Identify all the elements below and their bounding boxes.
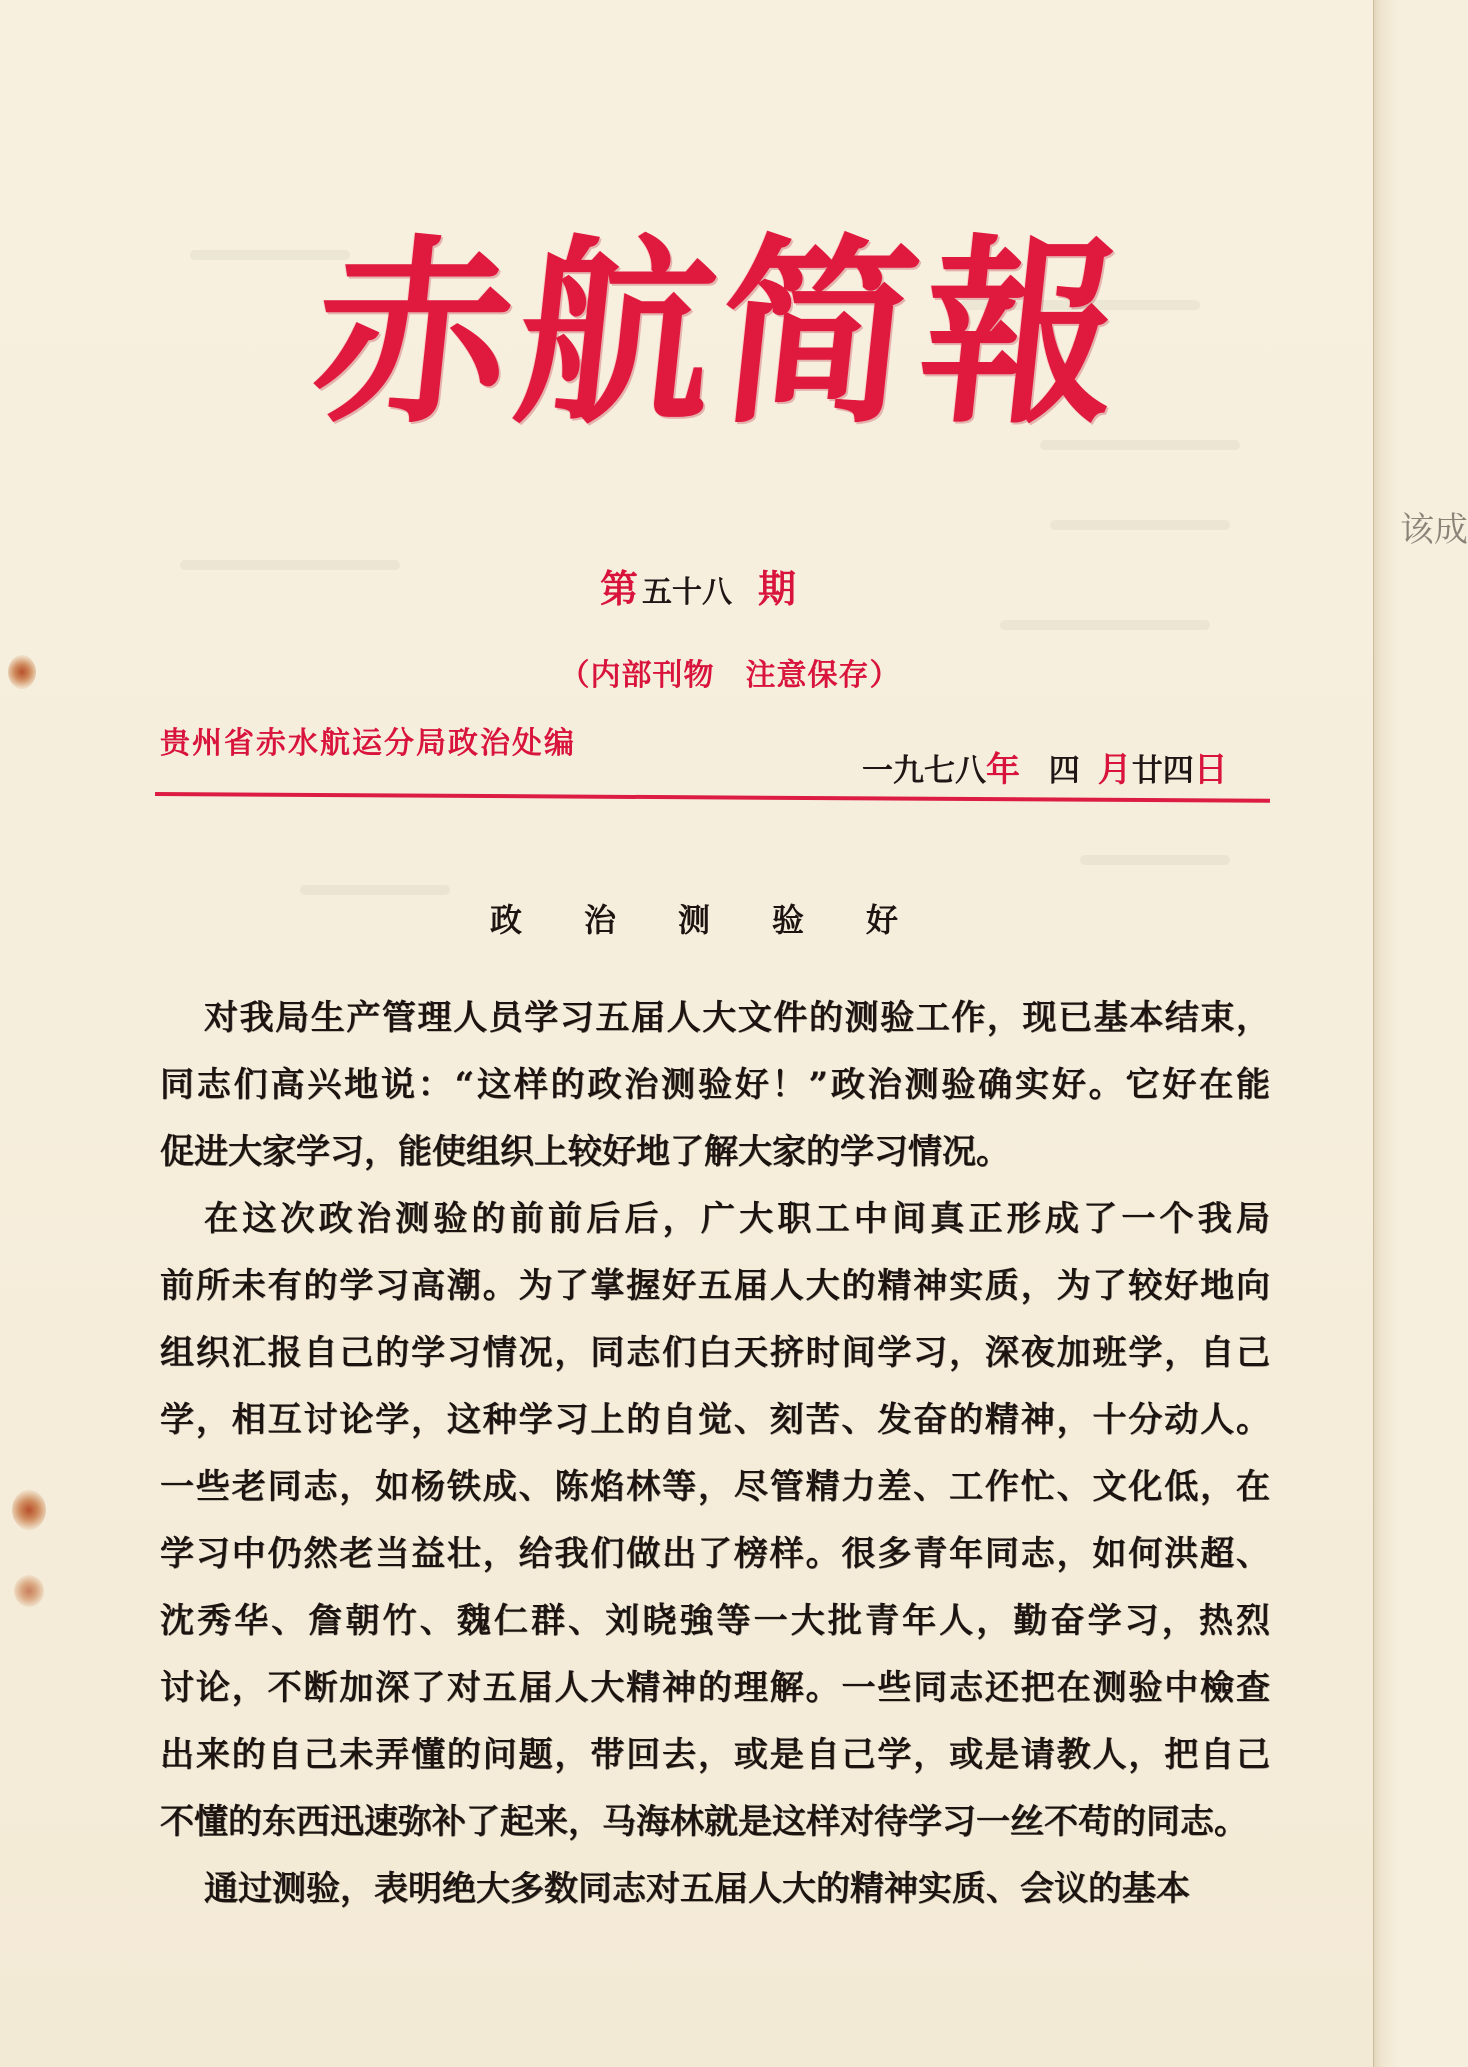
article-paragraph	[160, 985, 1270, 1186]
date-year: 一九七八	[862, 753, 986, 789]
issue-number: 五十八	[642, 575, 733, 610]
article-line: 学习中仍然老当益壮，给我们做出了榜样。很多青年同志，如何洪超、	[160, 1534, 1270, 1574]
issue-prefix: 第	[600, 567, 639, 611]
article-line: 同志们高兴地说：“这样的政治测验好！”政治测验确实好。它好在能	[160, 1065, 1270, 1105]
bleed-through-mark	[1000, 620, 1210, 630]
bleed-through-mark	[300, 885, 450, 895]
article-line: 对我局生产管理人员学习五届人大文件的测验工作，现已基本结束，	[204, 998, 1270, 1038]
publisher: 贵州省赤水航运分局政治处编	[160, 726, 576, 761]
article-line: 沈秀华、詹朝竹、魏仁群、刘晓強等一大批青年人，勤奋学习，热烈	[160, 1601, 1270, 1641]
bleed-through-mark	[180, 560, 400, 570]
article-line: 一些老同志，如杨铁成、陈焰林等，尽管精力差、工作忙、文化低，在	[160, 1467, 1270, 1507]
article-line: 促进大家学习，能使组织上较好地了解大家的学习情况。	[160, 1132, 1010, 1172]
bleed-through-mark	[1080, 855, 1230, 865]
date-year-unit: 年	[986, 750, 1020, 790]
page-edge	[1373, 0, 1398, 2067]
adjacent-page-text: 该成	[1400, 510, 1468, 550]
rust-stain	[14, 1575, 44, 1607]
issue-suffix: 期	[758, 567, 797, 611]
article-paragraph	[160, 1856, 1270, 1923]
masthead-divider	[155, 792, 1270, 803]
rust-stain	[8, 655, 36, 689]
bleed-through-mark	[1050, 520, 1230, 530]
date-day: 廿四	[1131, 753, 1194, 789]
date-month-unit: 月	[1097, 750, 1132, 790]
article-line: 出来的自己未弄懂的问题，带回去，或是自己学，或是请教人，把自己	[160, 1735, 1270, 1775]
article-line: 不懂的东西迅速弥补了起来，马海林就是这样对待学习一丝不苟的同志。	[160, 1802, 1248, 1842]
article-line: 讨论，不断加深了对五届人大精神的理解。一些同志还把在测验中檢查	[160, 1668, 1270, 1708]
issue-number-line	[600, 558, 796, 618]
article-line: 组织汇报自己的学习情况，同志们白天挤时间学习，深夜加班学，自己	[160, 1333, 1270, 1373]
masthead-title: 赤航简報	[303, 218, 1137, 452]
article-line: 通过测验，表明绝大多数同志对五届人大的精神实质、会议的基本	[204, 1869, 1190, 1909]
article-paragraph	[160, 1186, 1270, 1856]
rust-stain	[12, 1490, 46, 1530]
article-body	[160, 985, 1270, 1923]
article-title: 政治测验好	[490, 901, 961, 939]
date-month: 四	[1048, 753, 1080, 789]
article-line: 前所未有的学习高潮。为了掌握好五届人大的精神实质，为了较好地向	[160, 1266, 1270, 1306]
internal-notice: （内部刊物 注意保存）	[559, 658, 901, 693]
publication-date	[862, 742, 1228, 791]
article-line: 在这次政治测验的前前后后，广大职工中间真正形成了一个我局	[204, 1199, 1270, 1239]
date-day-unit: 日	[1193, 750, 1228, 790]
article-line: 学，相互讨论学，这种学习上的自觉、刻苦、发奋的精神，十分动人。	[160, 1400, 1270, 1440]
